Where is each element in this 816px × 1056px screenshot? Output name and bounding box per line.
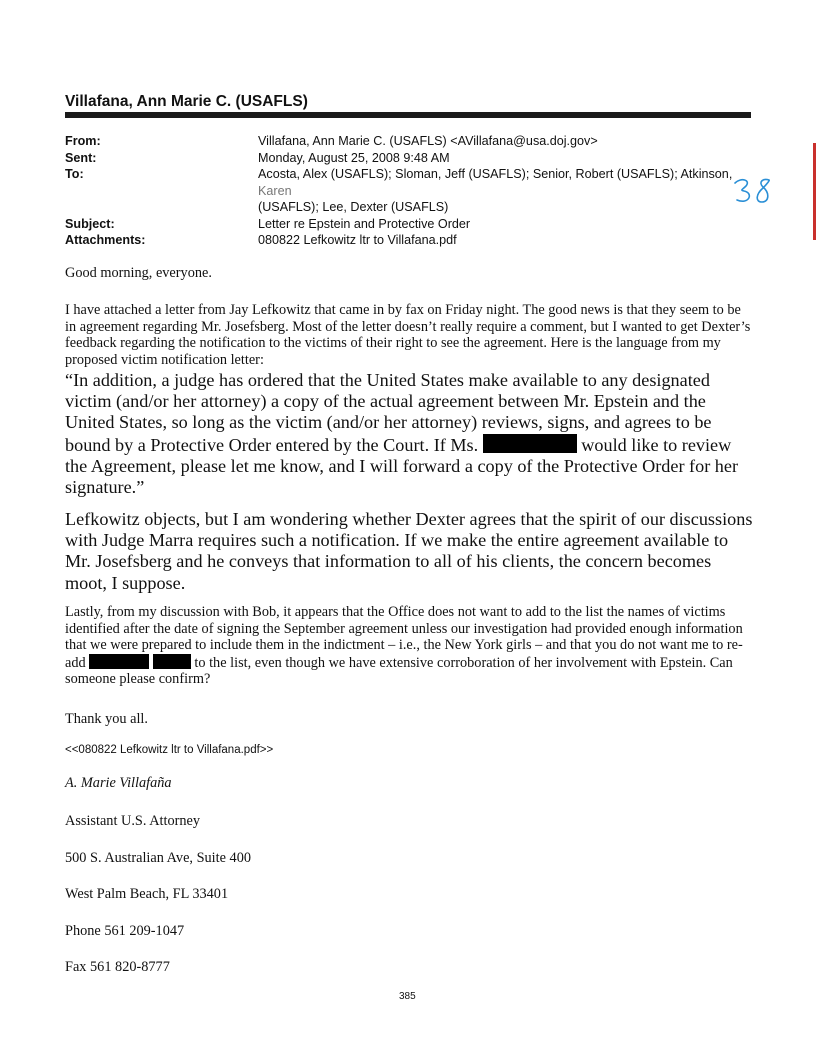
email-headers: [65, 133, 765, 249]
header-sent: [65, 150, 765, 167]
header-to: [65, 166, 765, 216]
signature-name: A. Marie Villafaña: [65, 775, 172, 791]
header-label: From:: [65, 134, 101, 148]
header-label: Sent:: [65, 150, 97, 165]
signature-title: Assistant U.S. Attorney: [65, 813, 201, 829]
lastly-part-1: Lastly, from my discussion with Bob, it appears that the Office does not want to add to the list the names of victims identified after the date of signing the September agreement unless our investigation had provided enough information that we were prepared to include them in the indictment – i.e., the New York girls – and that you do not want me to re-add: [65, 604, 743, 671]
quote-part-1: “In addition, a judge has ordered that the United States make available to any designated victim (and/or her attorney) a copy of the actual agreement between Mr. Epstein and the United States, so long as the victim (and/or her attorney) reviews, signs, and agrees to be bound by a Protective Order entered by the Court. If Ms.: [65, 370, 712, 455]
signature-address-line2: West Palm Beach, FL 33401: [65, 886, 229, 902]
header-label: To:: [65, 167, 84, 181]
header-label: Subject:: [65, 216, 115, 231]
to-recipients-line2: (USAFLS); Lee, Dexter (USAFLS): [258, 200, 449, 214]
header-attachments: [65, 232, 765, 249]
header-value: Letter re Epstein and Protective Order: [258, 216, 471, 231]
header-subject: [65, 216, 765, 233]
redaction-box: [153, 654, 191, 669]
title-rule: [65, 112, 751, 118]
attachment-reference: <<080822 Lefkowitz ltr to Villafana.pdf>>: [65, 744, 274, 756]
quoted-notification: [65, 370, 755, 498]
header-value: Villafana, Ann Marie C. (USAFLS) <AVillafana@usa.doj.gov>: [258, 134, 598, 148]
thanks: Thank you all.: [65, 711, 148, 727]
paragraph-letter: I have attached a letter from Jay Lefkowitz that came in by fax on Friday night. The good news is that they seem to be in agreement regarding Mr. Josefsberg. Most of the letter doesn’t really require a comment, but I wanted to get Dexter’s feedback regarding the notification to the victims of their right to see the agreement. Here is the language from my proposed victim notification letter:: [65, 302, 751, 368]
header-value: 080822 Lefkowitz ltr to Villafana.pdf: [258, 233, 457, 247]
header-from: [65, 133, 765, 150]
redaction-box: [89, 654, 149, 669]
to-recipients-karen: Karen: [258, 183, 292, 198]
to-recipients-line1: Acosta, Alex (USAFLS); Sloman, Jeff (USAFLS); Senior, Robert (USAFLS); Atkinson,: [258, 167, 733, 181]
page-number: 385: [399, 991, 416, 1002]
signature-fax: Fax 561 820-8777: [65, 959, 170, 975]
header-value: [258, 166, 765, 216]
handwritten-number-38: [732, 176, 774, 206]
email-title: Villafana, Ann Marie C. (USAFLS): [65, 93, 308, 110]
paragraph-lefkowitz: Lefkowitz objects, but I am wondering whether Dexter agrees that the spirit of our discussions with Judge Marra requires such a notification. If we make the entire agreement available to Mr. Josefsberg and he conveys that information to all of his clients, the concern becomes moot, I suppose.: [65, 509, 753, 593]
redaction-box: [483, 434, 577, 453]
header-value: Monday, August 25, 2008 9:48 AM: [258, 150, 450, 165]
quote-part-2: would like to review the Agreement, please let me know, and I will forward a copy of the Protective Order for her signature.”: [65, 434, 739, 498]
paragraph-lastly: [65, 604, 755, 688]
signature-address-line1: 500 S. Australian Ave, Suite 400: [65, 850, 251, 866]
lastly-part-2: to the list, even though we have extensive corroboration of her involvement with Epstein. Can someone please confirm?: [65, 654, 733, 687]
signature-phone: Phone 561 209-1047: [65, 923, 185, 939]
header-label: Attachments:: [65, 233, 146, 247]
greeting: Good morning, everyone.: [65, 265, 212, 281]
